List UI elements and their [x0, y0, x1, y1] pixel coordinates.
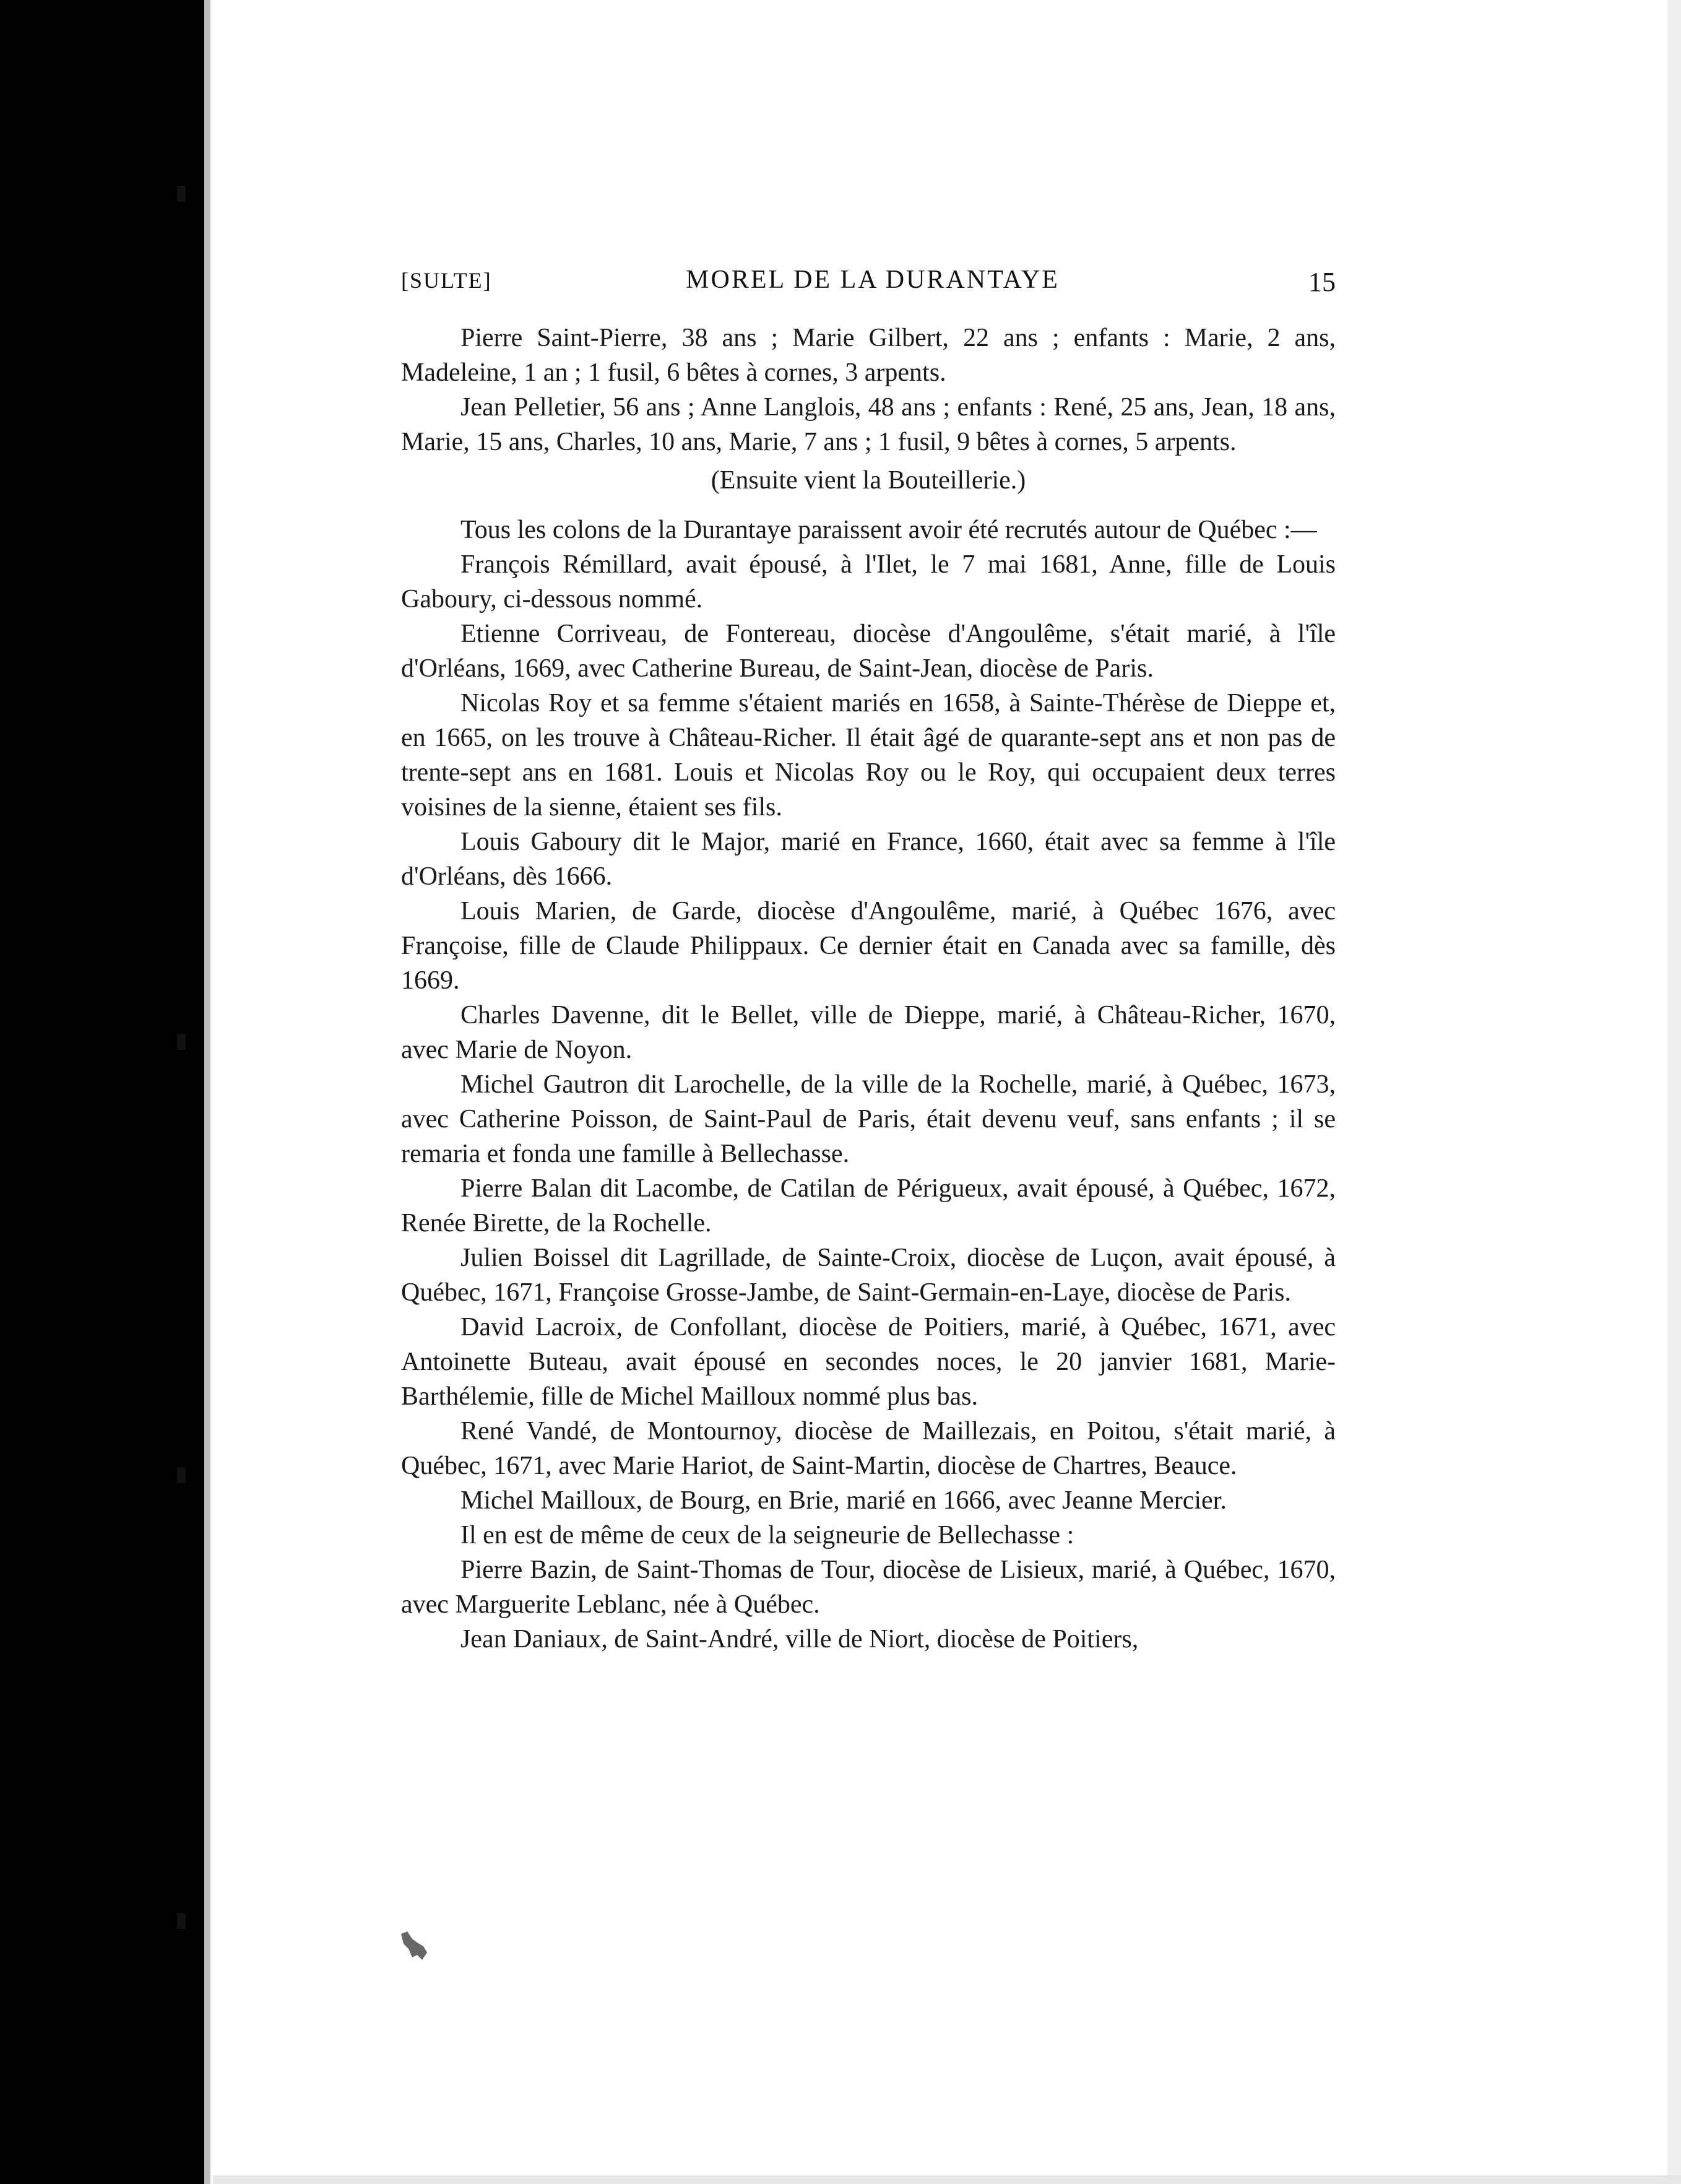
page-number: 15	[1308, 267, 1336, 297]
paragraph: Pierre Balan dit Lacombe, de Catilan de Périgueux, avait épousé, à Québec, 1672, Renée Birette, de la Rochelle.	[401, 1174, 1336, 1237]
margin-mark	[177, 1467, 186, 1483]
paragraph: Tous les colons de la Durantaye paraissent avoir été recrutés autour de Québec :—	[460, 516, 1317, 544]
paragraph: Il en est de même de ceux de la seigneurie de Bellechasse :	[460, 1521, 1074, 1549]
margin-mark	[177, 1034, 186, 1050]
margin-mark	[177, 1913, 186, 1929]
ink-smudge-icon	[399, 1930, 436, 1965]
paragraph: Louis Gaboury dit le Major, marié en France, 1660, était avec sa femme à l'île d'Orléans, dès 1666.	[401, 828, 1336, 891]
paragraph: Louis Marien, de Garde, diocèse d'Angoulême, marié, à Québec 1676, avec Françoise, fille de Claude Philippaux. Ce dernier était en Canada avec sa famille, dès 1669.	[401, 897, 1336, 995]
running-header	[401, 265, 1344, 308]
paragraph: Julien Boissel dit Lagrillade, de Sainte-Croix, diocèse de Luçon, avait épousé, à Québec, 1671, Françoise Grosse-Jambe, de Saint-Germain-en-Laye, diocèse de Paris.	[401, 1244, 1336, 1307]
paragraph: Michel Mailloux, de Bourg, en Brie, marié en 1666, avec Jeanne Mercier.	[460, 1486, 1227, 1515]
paragraph: René Vandé, de Montournoy, diocèse de Maillezais, en Poitou, s'était marié, à Québec, 1671, avec Marie Hariot, de Saint-Martin, diocèse de Chartres, Beauce.	[401, 1417, 1336, 1480]
paragraph: Charles Davenne, dit le Bellet, ville de Dieppe, marié, à Château-Richer, 1670, avec Marie de Noyon.	[401, 1001, 1336, 1064]
page-bottom-edge	[213, 2175, 1681, 2184]
page-right-edge	[1667, 0, 1681, 2184]
margin-mark	[177, 186, 186, 202]
page-body	[401, 321, 1336, 1657]
paragraph: Nicolas Roy et sa femme s'étaient mariés en 1658, à Sainte-Thérèse de Dieppe et, en 1665, on les trouve à Château-Richer. Il était âgé de quarante-sept ans et non pas de trente-sept ans en 1681. Louis et Nicolas Roy ou le Roy, qui occupaient deux terres voisines de la sienne, étaient ses fils.	[401, 689, 1336, 821]
paragraph: Jean Pelletier, 56 ans ; Anne Langlois, 48 ans ; enfants : René, 25 ans, Jean, 18 ans, Marie, 15 ans, Charles, 10 ans, Marie, 7 ans ; 1 fusil, 9 bêtes à cornes, 5 arpents.	[401, 393, 1336, 456]
header-author: [SULTE]	[401, 268, 492, 293]
paragraph: François Rémillard, avait épousé, à l'Ilet, le 7 mai 1681, Anne, fille de Louis Gaboury, ci-dessous nommé.	[401, 550, 1336, 613]
paragraph-note: (Ensuite vient la Bouteillerie.)	[711, 466, 1026, 495]
paragraph: Pierre Saint-Pierre, 38 ans ; Marie Gilbert, 22 ans ; enfants : Marie, 2 ans, Madeleine, 1 an ; 1 fusil, 6 bêtes à cornes, 3 arpents.	[401, 324, 1336, 387]
paragraph: Jean Daniaux, de Saint-André, ville de Niort, diocèse de Poitiers,	[460, 1625, 1139, 1653]
paragraph: Pierre Bazin, de Saint-Thomas de Tour, diocèse de Lisieux, marié, à Québec, 1670, avec Marguerite Leblanc, née à Québec.	[401, 1556, 1336, 1619]
paragraph: David Lacroix, de Confollant, diocèse de Poitiers, marié, à Québec, 1671, avec Antoinette Buteau, avait épousé en secondes noces, le 20 janvier 1681, Marie-Barthélemie, fille de Michel Mailloux nommé plus bas.	[401, 1313, 1336, 1411]
paragraph: Michel Gautron dit Larochelle, de la ville de la Rochelle, marié, à Québec, 1673, avec Catherine Poisson, de Saint-Paul de Paris, était devenu veuf, sans enfants ; il se remaria et fonda une famille à Bellechasse.	[401, 1070, 1336, 1168]
header-title: MOREL DE LA DURANTAYE	[686, 266, 1060, 294]
paragraph: Etienne Corriveau, de Fontereau, diocèse d'Angoulême, s'était marié, à l'île d'Orléans, 1669, avec Catherine Bureau, de Saint-Jean, diocèse de Paris.	[401, 620, 1336, 683]
